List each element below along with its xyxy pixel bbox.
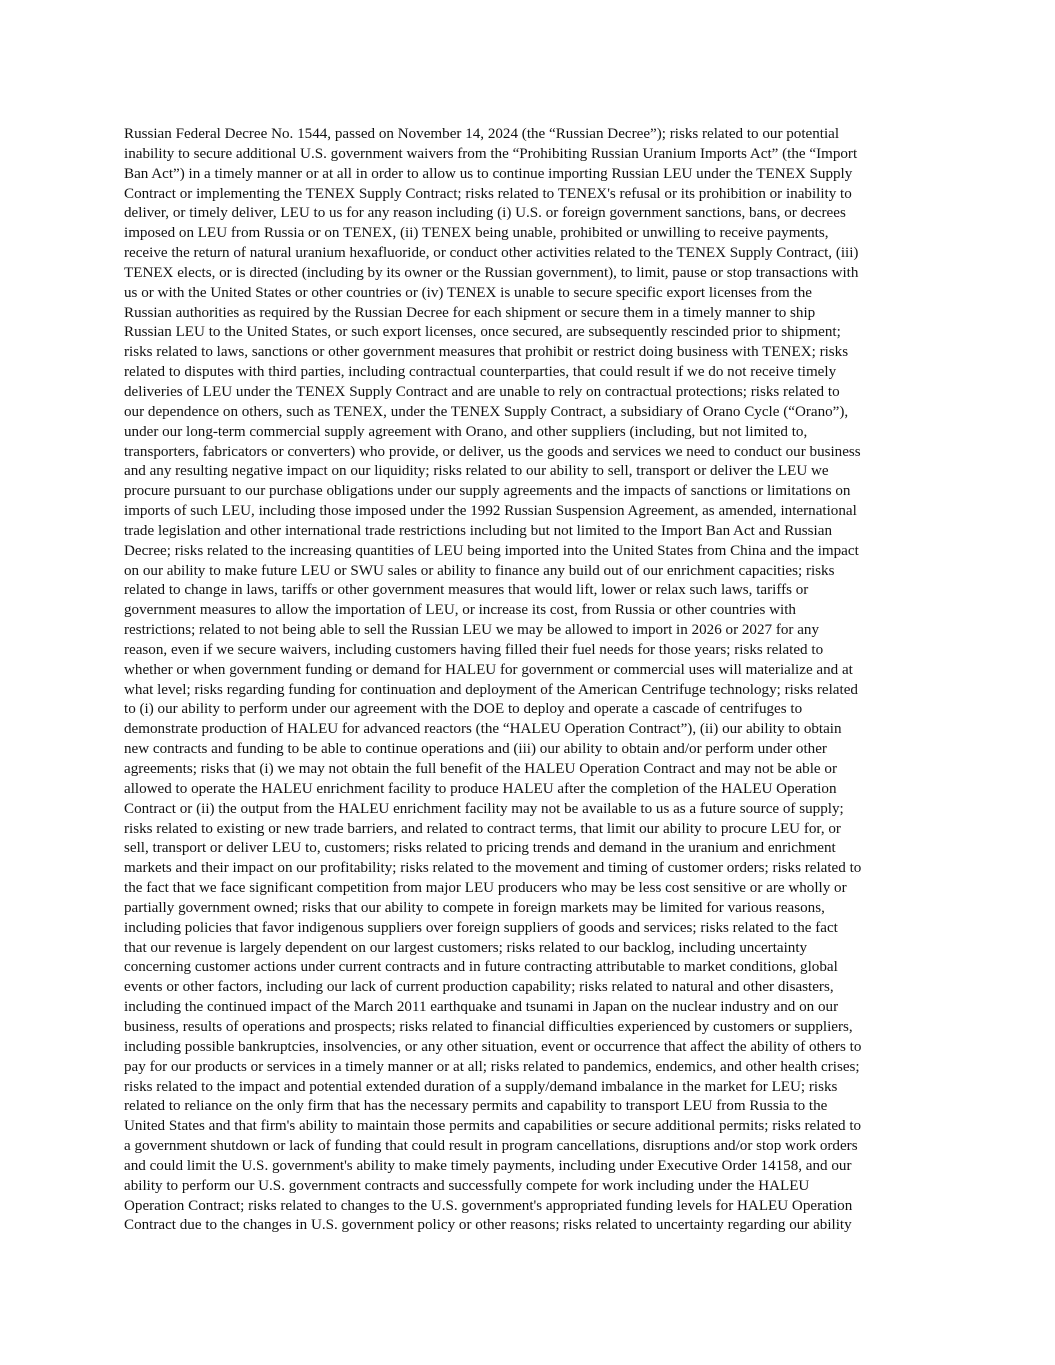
paragraph-line: partially government owned; risks that our ability to compete in foreign markets may be limited for various reasons,	[124, 899, 825, 916]
paragraph-line: our dependence on others, such as TENEX, under the TENEX Supply Contract, a subsidiary of Orano Cycle (“Orano”),	[124, 403, 849, 420]
paragraph-line: under our long-term commercial supply agreement with Orano, and other suppliers (including, but not limited to,	[124, 423, 808, 440]
paragraph-line: Contract or implementing the TENEX Supply Contract; risks related to TENEX's refusal or its prohibition or inability to	[124, 185, 852, 202]
paragraph-line: TENEX elects, or is directed (including by its owner or the Russian government), to limit, pause or stop transactions with	[124, 264, 859, 281]
paragraph-line: Russian LEU to the United States, or such export licenses, once secured, are subsequently rescinded prior to shipment;	[124, 324, 841, 341]
paragraph-line: that our revenue is largely dependent on our largest customers; risks related to our backlog, including uncertainty	[124, 939, 808, 956]
paragraph-line: what level; risks regarding funding for continuation and deployment of the American Centrifuge technology; risks related	[124, 681, 858, 698]
paragraph-line: including the continued impact of the March 2011 earthquake and tsunami in Japan on the nuclear industry and on our	[124, 999, 839, 1016]
paragraph-line: related to reliance on the only firm that has the necessary permits and capability to transport LEU from Russia to the	[124, 1098, 828, 1115]
paragraph-line: Decree; risks related to the increasing quantities of LEU being imported into the United States from China and the impact	[124, 542, 859, 559]
paragraph-line: sell, transport or deliver LEU to, customers; risks related to pricing trends and demand in the uranium and enrichment	[124, 840, 836, 857]
paragraph-line: risks related to the impact and potential extended duration of a supply/demand imbalance in the market for LEU; risks	[124, 1078, 838, 1095]
paragraph-line: markets and their impact on our profitability; risks related to the movement and timing of customer orders; risks related to	[124, 860, 862, 877]
paragraph-line: concerning customer actions under current contracts and in future contracting attributable to market conditions, global	[124, 959, 838, 976]
paragraph-line: pay for our products or services in a timely manner or at all; risks related to pandemics, endemics, and other health crises;	[124, 1058, 860, 1075]
paragraph-line: whether or when government funding or demand for HALEU for government or commercial uses will materialize and at	[124, 661, 853, 678]
paragraph-line: Operation Contract; risks related to changes to the U.S. government's appropriated funding levels for HALEU Operation	[124, 1197, 853, 1214]
paragraph-line: Russian Federal Decree No. 1544, passed on November 14, 2024 (the “Russian Decree”); risks related to our potential	[124, 126, 840, 142]
paragraph-line: new contracts and funding to be able to continue operations and (iii) our ability to obtain and/or perform under other	[124, 741, 827, 758]
paragraph-line: Ban Act”) in a timely manner or at all in order to allow us to continue importing Russian LEU under the TENEX Supply	[124, 165, 853, 182]
paragraph-line: demonstrate production of HALEU for advanced reactors (the “HALEU Operation Contract”), (ii) our ability to obtain	[124, 721, 842, 738]
paragraph-line: ability to perform our U.S. government contracts and successfully compete for work including under the HALEU	[124, 1177, 810, 1194]
paragraph-line: risks related to existing or new trade barriers, and related to contract terms, that limit our ability to procure LEU for, or	[124, 820, 841, 837]
paragraph-line: to (i) our ability to perform under our agreement with the DOE to deploy and operate a cascade of centrifuges to	[124, 701, 803, 718]
risk-factors-paragraph	[124, 125, 969, 1236]
paragraph-line: and any resulting negative impact on our liquidity; risks related to our ability to sell, transport or deliver the LEU we	[124, 463, 829, 480]
paragraph-line: Contract due to the changes in U.S. government policy or other reasons; risks related to uncertainty regarding our ability	[124, 1217, 852, 1234]
paragraph-line: events or other factors, including our lack of current production capability; risks related to natural and other disasters,	[124, 979, 834, 996]
paragraph-line: business, results of operations and prospects; risks related to financial difficulties experienced by customers or suppliers,	[124, 1018, 853, 1035]
paragraph-line: reason, even if we secure waivers, including customers having filled their fuel needs for those years; risks related to	[124, 641, 824, 658]
paragraph-line: risks related to laws, sanctions or other government measures that prohibit or restrict doing business with TENEX; risks	[124, 344, 849, 361]
paragraph-line: including policies that favor indigenous suppliers over foreign suppliers of goods and services; risks related to the fact	[124, 919, 838, 936]
paragraph-line: a government shutdown or lack of funding that could result in program cancellations, disruptions and/or stop work orders	[124, 1138, 858, 1155]
paragraph-line: Contract or (ii) the output from the HALEU enrichment facility may not be available to us as a future source of supply;	[124, 800, 844, 817]
paragraph-line: deliver, or timely deliver, LEU to us for any reason including (i) U.S. or foreign government sanctions, bans, or decrees	[124, 205, 846, 222]
paragraph-line: allowed to operate the HALEU enrichment facility to produce HALEU after the completion of the HALEU Operation	[124, 780, 837, 797]
paragraph-line: United States and that firm's ability to maintain those permits and capabilities or secure additional permits; risks related to	[124, 1118, 862, 1135]
paragraph-line: restrictions; related to not being able to sell the Russian LEU we may be allowed to import in 2026 or 2027 for any	[124, 622, 819, 639]
paragraph-line: and could limit the U.S. government's ability to make timely payments, including under Executive Order 14158, and our	[124, 1157, 852, 1174]
paragraph-line: receive the return of natural uranium hexafluoride, or conduct other activities related to the TENEX Supply Contract, (iii)	[124, 245, 859, 262]
paragraph-line: government measures to allow the importation of LEU, or increase its cost, from Russia or other countries with	[124, 602, 796, 619]
paragraph-line: including possible bankruptcies, insolvencies, or any other situation, event or occurrence that affect the ability of others to	[124, 1038, 862, 1055]
paragraph-line: agreements; risks that (i) we may not obtain the full benefit of the HALEU Operation Contract and may not be able or	[124, 761, 837, 777]
paragraph-line: imports of such LEU, including those imposed under the 1992 Russian Suspension Agreement, as amended, international	[124, 503, 857, 520]
paragraph-line: related to disputes with third parties, including contractual counterparties, that could result if we do not receive timely	[124, 364, 837, 381]
paragraph-line: us or with the United States or other countries or (iv) TENEX is unable to secure specific export licenses from the	[124, 284, 812, 301]
paragraph-line: inability to secure additional U.S. government waivers from the “Prohibiting Russian Uranium Imports Act” (the “Import	[124, 145, 858, 162]
paragraph-line: imposed on LEU from Russia or on TENEX, (ii) TENEX being unable, prohibited or unwilling to receive payments,	[124, 225, 829, 242]
paragraph-line: Russian authorities as required by the Russian Decree for each shipment or secure them in a timely manner to ship	[124, 304, 816, 321]
paragraph-line: on our ability to make future LEU or SWU sales or ability to finance any build out of our enrichment capacities; risks	[124, 562, 835, 579]
paragraph-line: deliveries of LEU under the TENEX Supply Contract and are unable to rely on contractual protections; risks related to	[124, 383, 840, 400]
paragraph-line: the fact that we face significant competition from major LEU producers who may be less cost sensitive or are wholly or	[124, 880, 847, 897]
paragraph-line: trade legislation and other international trade restrictions including but not limited to the Import Ban Act and Russian	[124, 522, 832, 539]
paragraph-line: transporters, fabricators or converters) who provide, or deliver, us the goods and services we need to conduct our business	[124, 443, 861, 460]
paragraph-line: related to change in laws, tariffs or other government measures that would lift, lower or relax such laws, tariffs or	[124, 582, 809, 599]
paragraph-line: procure pursuant to our purchase obligations under our supply agreements and the impacts of sanctions or limitations on	[124, 483, 851, 500]
